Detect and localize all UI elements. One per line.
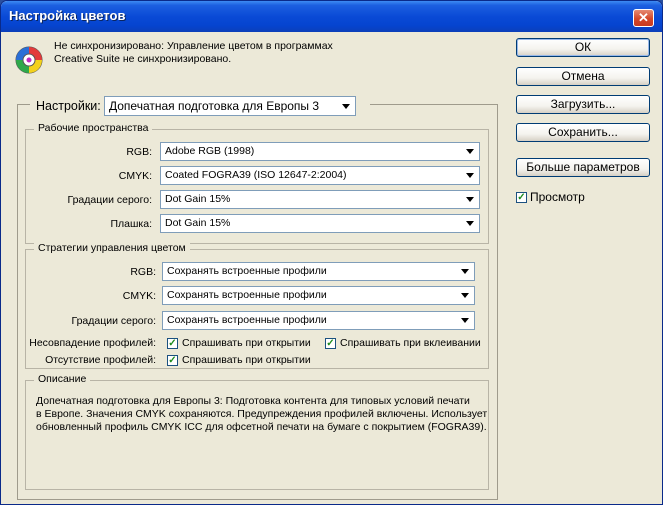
policy-rgb-value: Сохранять встроенные профили bbox=[167, 265, 327, 277]
mismatch-ask-open-label: Спрашивать при открытии bbox=[182, 337, 311, 349]
close-button[interactable]: ✕ bbox=[633, 9, 654, 27]
ws-spot-value: Dot Gain 15% bbox=[165, 217, 231, 229]
policy-cmyk-value: Сохранять встроенные профили bbox=[167, 289, 327, 301]
ok-button[interactable]: ОК bbox=[516, 38, 650, 57]
description-text bbox=[36, 395, 494, 434]
policy-gray-dropdown[interactable] bbox=[162, 311, 475, 330]
working-spaces-group bbox=[25, 122, 489, 244]
policies-group bbox=[25, 242, 489, 369]
color-wheel-icon bbox=[14, 45, 44, 75]
mismatch-label: Несовпадение профилей: bbox=[29, 337, 156, 349]
preview-label: Просмотр bbox=[530, 190, 585, 204]
policy-gray-label: Градации серого: bbox=[71, 315, 156, 327]
ws-gray-label: Градации серого: bbox=[67, 194, 152, 206]
missing-label: Отсутствие профилей: bbox=[45, 354, 156, 366]
more-options-button[interactable]: Больше параметров bbox=[516, 158, 650, 177]
ws-rgb-label: RGB: bbox=[126, 146, 152, 158]
chevron-down-icon bbox=[466, 149, 474, 154]
settings-label: Настройки: bbox=[36, 99, 101, 113]
description-group bbox=[25, 373, 489, 490]
working-spaces-title: Рабочие пространства bbox=[34, 122, 152, 134]
cancel-button[interactable]: Отмена bbox=[516, 67, 650, 86]
ws-gray-value: Dot Gain 15% bbox=[165, 193, 231, 205]
ws-spot-dropdown[interactable] bbox=[160, 214, 480, 233]
mismatch-ask-open-checkbox[interactable]: ✓ bbox=[168, 338, 177, 349]
load-button[interactable]: Загрузить... bbox=[516, 95, 650, 114]
missing-ask-open-label: Спрашивать при открытии bbox=[182, 354, 311, 366]
preview-checkbox[interactable]: ✓ bbox=[517, 192, 526, 203]
chevron-down-icon bbox=[342, 104, 350, 109]
settings-preset-dropdown[interactable] bbox=[104, 96, 356, 116]
chevron-down-icon bbox=[461, 318, 469, 323]
chevron-down-icon bbox=[466, 221, 474, 226]
ws-gray-dropdown[interactable] bbox=[160, 190, 480, 209]
policy-cmyk-dropdown[interactable] bbox=[162, 286, 475, 305]
policy-rgb-dropdown[interactable] bbox=[162, 262, 475, 281]
ws-cmyk-value: Coated FOGRA39 (ISO 12647-2:2004) bbox=[165, 169, 347, 181]
policy-cmyk-label: CMYK: bbox=[122, 290, 156, 302]
ws-rgb-value: Adobe RGB (1998) bbox=[165, 145, 255, 157]
sync-message bbox=[54, 40, 333, 66]
missing-ask-open-checkbox[interactable]: ✓ bbox=[168, 355, 177, 366]
policies-title: Стратегии управления цветом bbox=[34, 242, 190, 254]
chevron-down-icon bbox=[466, 173, 474, 178]
dialog-body bbox=[4, 32, 659, 503]
window-title: Настройка цветов bbox=[9, 8, 126, 23]
chevron-down-icon bbox=[461, 293, 469, 298]
settings-preset-value: Допечатная подготовка для Европы 3 bbox=[109, 99, 320, 113]
save-button[interactable]: Сохранить... bbox=[516, 123, 650, 142]
mismatch-ask-paste-label: Спрашивать при вклеивании bbox=[340, 337, 481, 349]
policy-rgb-label: RGB: bbox=[130, 266, 156, 278]
title-bar[interactable] bbox=[1, 1, 662, 32]
sync-message-line2: Creative Suite не синхронизировано. bbox=[54, 53, 232, 65]
policy-gray-value: Сохранять встроенные профили bbox=[167, 314, 327, 326]
description-title: Описание bbox=[34, 373, 90, 385]
ws-cmyk-label: CMYK: bbox=[118, 170, 152, 182]
mismatch-ask-paste-checkbox[interactable]: ✓ bbox=[326, 338, 335, 349]
sync-message-line1: Не синхронизировано: Управление цветом в программах bbox=[54, 40, 333, 52]
ws-rgb-dropdown[interactable] bbox=[160, 142, 480, 161]
description-line2: в Европе. Значения CMYK сохраняются. Предупреждения профилей включены. Использует bbox=[36, 408, 488, 420]
description-line3: обновленный профиль CMYK ICC для офсетной печати на бумаге с покрытием (FOGRA39). bbox=[36, 421, 487, 433]
chevron-down-icon bbox=[466, 197, 474, 202]
ws-cmyk-dropdown[interactable] bbox=[160, 166, 480, 185]
chevron-down-icon bbox=[461, 269, 469, 274]
description-line1: Допечатная подготовка для Европы 3: Подготовка контента для типовых условий печати bbox=[36, 395, 470, 407]
ws-spot-label: Плашка: bbox=[110, 218, 152, 230]
